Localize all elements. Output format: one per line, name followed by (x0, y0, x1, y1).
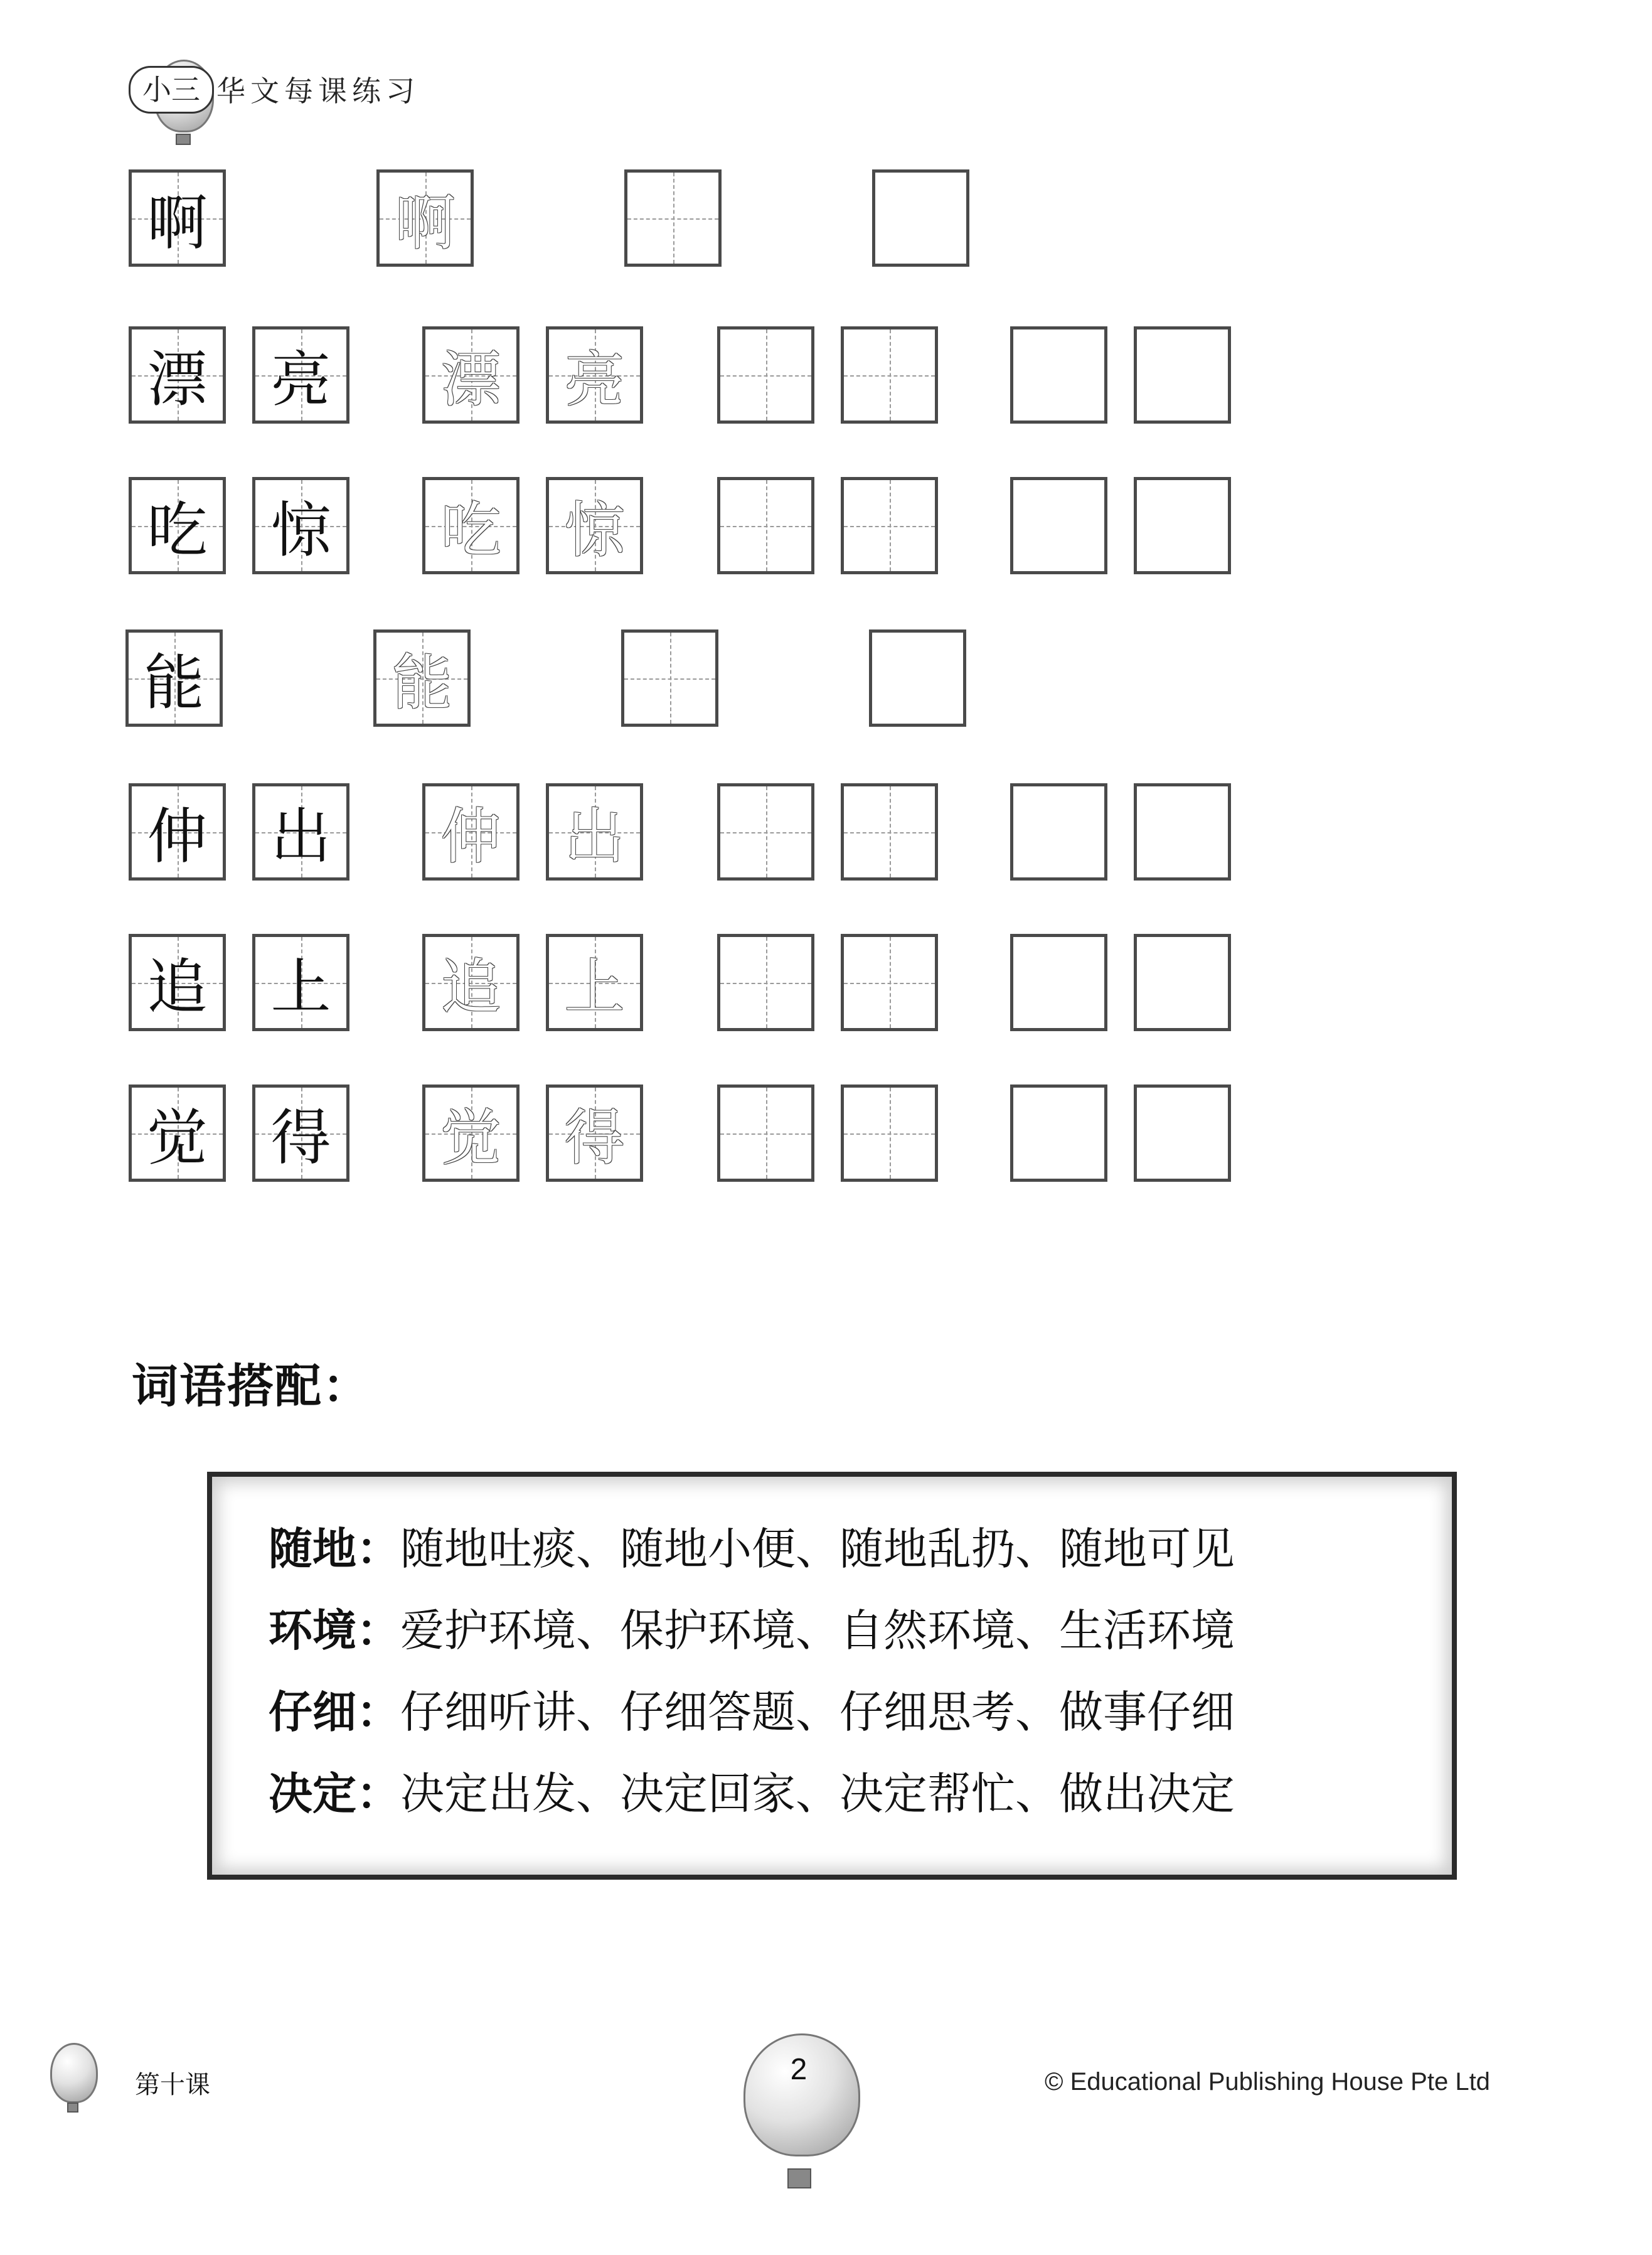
blank-practice-box[interactable] (1134, 326, 1231, 424)
model-char-box (129, 326, 226, 424)
trace-char: 能 (392, 648, 452, 718)
trace-char-box (546, 326, 643, 424)
model-char: 吃 (147, 495, 208, 565)
trace-char: 伸 (440, 801, 501, 872)
model-char: 追 (147, 952, 208, 1022)
trace-char-box (546, 477, 643, 574)
footer-balloon-icon (50, 2043, 98, 2103)
collocation-key: 仔细： (269, 1686, 400, 1738)
model-char: 上 (270, 952, 331, 1022)
trace-char: 漂 (440, 345, 501, 415)
model-char-box (129, 783, 226, 881)
blank-practice-box[interactable] (872, 169, 969, 267)
trace-char: 上 (564, 952, 625, 1022)
blank-practice-box[interactable] (1134, 477, 1231, 574)
trace-char-box (376, 169, 474, 267)
trace-char: 追 (440, 952, 501, 1022)
grid-practice-box[interactable] (841, 477, 938, 574)
model-char-box (129, 1085, 226, 1182)
collocation-row (269, 1759, 1429, 1828)
collocation-key: 决定： (269, 1768, 400, 1819)
trace-char: 啊 (395, 188, 456, 258)
section-heading: 词语搭配： (132, 1359, 370, 1413)
series-title: 华文每课练习 (216, 74, 420, 108)
trace-char: 惊 (564, 495, 625, 565)
collocation-row (269, 1678, 1429, 1747)
practice-row (0, 934, 1652, 1034)
blank-practice-box[interactable] (1134, 934, 1231, 1031)
page-number-basket-icon (787, 2168, 811, 2188)
model-char: 能 (144, 648, 205, 718)
model-char-box (252, 477, 349, 574)
grid-practice-box[interactable] (621, 629, 718, 727)
model-char-box (129, 477, 226, 574)
model-char: 亮 (270, 345, 331, 415)
trace-char: 觉 (440, 1103, 501, 1173)
trace-char-box (422, 1085, 520, 1182)
grid-practice-box[interactable] (717, 326, 814, 424)
blank-practice-box[interactable] (1010, 326, 1107, 424)
trace-char: 出 (564, 801, 625, 872)
collocation-key: 环境： (269, 1605, 400, 1656)
copyright-notice: © Educational Publishing House Pte Ltd (1045, 2068, 1490, 2096)
model-char: 伸 (147, 801, 208, 872)
practice-row (0, 1085, 1652, 1185)
practice-row (0, 629, 1652, 730)
trace-char-box (546, 783, 643, 881)
grid-practice-box[interactable] (624, 169, 722, 267)
model-char-box (252, 934, 349, 1031)
blank-practice-box[interactable] (1010, 934, 1107, 1031)
trace-char-box (422, 477, 520, 574)
collocation-phrases: 仔细听讲、仔细答题、仔细思考、做事仔细 (400, 1686, 1235, 1738)
blank-practice-box[interactable] (1010, 1085, 1107, 1182)
blank-practice-box[interactable] (1010, 477, 1107, 574)
practice-row (0, 477, 1652, 577)
trace-char-box (422, 783, 520, 881)
blank-practice-box[interactable] (1010, 783, 1107, 881)
grid-practice-box[interactable] (841, 783, 938, 881)
footer-balloon-basket-icon (67, 2102, 78, 2113)
blank-practice-box[interactable] (1134, 1085, 1231, 1182)
grid-practice-box[interactable] (841, 934, 938, 1031)
trace-char-box (546, 1085, 643, 1182)
trace-char: 得 (564, 1103, 625, 1173)
trace-char: 吃 (440, 495, 501, 565)
grid-practice-box[interactable] (717, 477, 814, 574)
model-char-box (129, 169, 226, 267)
model-char: 出 (270, 801, 331, 872)
model-char-box (129, 934, 226, 1031)
collocation-phrases: 随地吐痰、随地小便、随地乱扔、随地可见 (400, 1523, 1235, 1575)
collocation-row (269, 1596, 1429, 1665)
model-char: 惊 (270, 495, 331, 565)
blank-practice-box[interactable] (869, 629, 966, 727)
model-char: 觉 (147, 1103, 208, 1173)
grid-practice-box[interactable] (841, 326, 938, 424)
model-char: 啊 (147, 188, 208, 258)
practice-row (0, 326, 1652, 427)
grid-practice-box[interactable] (717, 1085, 814, 1182)
page-number: 2 (790, 2053, 807, 2086)
collocation-box (207, 1472, 1457, 1880)
model-char-box (125, 629, 223, 727)
grade-badge: 小三 (129, 66, 214, 114)
footer-lesson: 第十课 (135, 2070, 210, 2099)
practice-row (0, 169, 1652, 270)
trace-char-box (373, 629, 471, 727)
grid-practice-box[interactable] (717, 783, 814, 881)
collocation-phrases: 决定出发、决定回家、决定帮忙、做出决定 (400, 1768, 1235, 1819)
grid-practice-box[interactable] (841, 1085, 938, 1182)
trace-char-box (422, 326, 520, 424)
practice-row (0, 783, 1652, 884)
trace-char: 亮 (564, 345, 625, 415)
trace-char-box (422, 934, 520, 1031)
blank-practice-box[interactable] (1134, 783, 1231, 881)
trace-char-box (546, 934, 643, 1031)
model-char-box (252, 783, 349, 881)
model-char: 漂 (147, 345, 208, 415)
collocation-row (269, 1514, 1429, 1583)
grid-practice-box[interactable] (717, 934, 814, 1031)
collocation-key: 随地： (269, 1523, 400, 1575)
model-char: 得 (270, 1103, 331, 1173)
collocation-phrases: 爱护环境、保护环境、自然环境、生活环境 (400, 1605, 1235, 1656)
model-char-box (252, 326, 349, 424)
model-char-box (252, 1085, 349, 1182)
